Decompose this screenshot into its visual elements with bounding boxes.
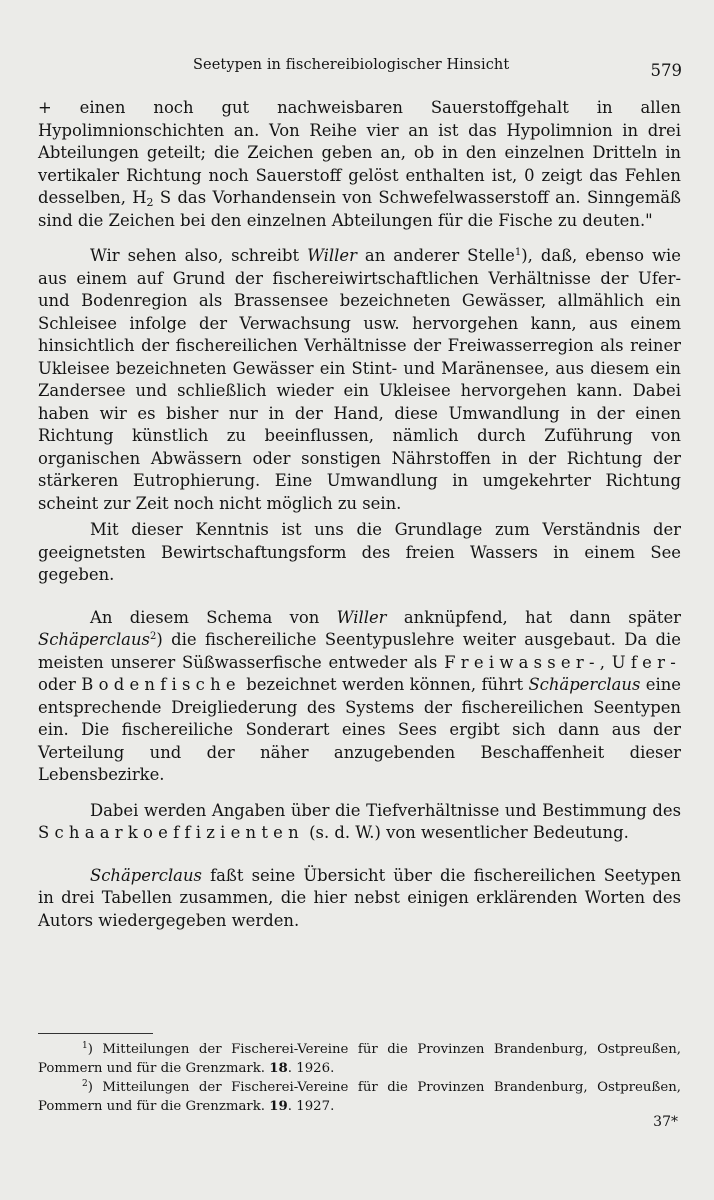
- printer-signature: 37*: [653, 1114, 678, 1130]
- paragraph-6: Schäperclaus faßt seine Übersicht über die fischereilichen Seetypen in drei Tabellen zusammen, die hier nebst einigen erklärenden Worten des Autors wiedergegeben werden.: [38, 865, 681, 930]
- spaced-term: Ufer-: [611, 652, 681, 672]
- subscript: 2: [146, 196, 154, 209]
- paragraph-2: Wir sehen also, schreibt Willer an anderer Stelle$^1$), daß, ebenso wie aus einem auf Grund der fischereiwirtschaftlichen Verhältnisse der Ufer- und Bodenregion als Brassensee bezeichneten Gewässer, allmählich ein Schleisee infolge der Verwachsung usw. hervorgehen kann, aus einem hinsichtlich der fischereilichen Verhältnisse der Freiwasserregion als reiner Ukleisee bezeichneten Gewässer ein Stint- und Maränensee, aus diesem ein Zandersee und schließlich wieder ein Ukleisee hervorgehen kann. Dabei haben wir es bisher nur in der Hand, diese Umwandlung in der einen Richtung künstlich zu beeinflussen, nämlich durch Zuführung von organischen Abwässern oder sonstigen Nährstoffen in der Richtung der stärkeren Eutrophierung. Eine Umwandlung in umgekehrter Richtung scheint zur Zeit noch nicht möglich zu sein.: [38, 246, 681, 513]
- paragraph-1: + einen noch gut nachweisbaren Sauerstoffgehalt in allen Hypolimnionschichten an. Von Reihe vier an ist das Hypolimnion in drei Abteilungen geteilt; die Zeichen geben an, ob in den einzelnen Dritteln in vertikaler Richtung noch Sauerstoff gelöst enthalten ist, 0 zeigt das Fehlen desselben, $H_2$ S das Vorhandensein von Schwefelwasserstoff an. Sinngemäß sind die Zeichen bei den einzelnen Abteilungen für die Fische zu deuten.": [38, 98, 681, 230]
- author-name: Schäperclaus: [528, 675, 641, 694]
- author-name: Schäperclaus: [38, 630, 150, 649]
- page-number: 579: [650, 61, 682, 80]
- author-name: Schäperclaus: [90, 865, 202, 885]
- spaced-term: Bodenfische: [81, 675, 241, 694]
- footnote-divider: [38, 1033, 153, 1034]
- footnote-ref: 1: [514, 247, 522, 258]
- spaced-term: Schaarkoeffizienten: [38, 823, 304, 842]
- author-name: Willer: [336, 607, 387, 627]
- paragraph-3: Mit dieser Kenntnis ist uns die Grundlage zum Verständnis der geeignetsten Bewirtschaftungsform des freien Wassers in einem See gegeben.: [38, 520, 681, 584]
- footnote-1: $^1$) Mitteilungen der Fischerei-Vereine für die Provinzen Brandenburg, Ostpreußen, Pommern und für die Grenzmark. 18. 1926.: [38, 1041, 681, 1076]
- running-head: Seetypen in fischereibiologischer Hinsicht: [193, 57, 510, 73]
- paragraph-5: Dabei werden Angaben über die Tiefverhältnisse und Bestimmung des Schaarkoeffizienten (s. d. W.) von wesentlicher Bedeutung.: [38, 800, 681, 842]
- page-header: [0, 55, 714, 81]
- author-name: Willer: [307, 246, 357, 265]
- spaced-term: Freiwasser-: [444, 652, 600, 672]
- footnotes: [38, 1040, 681, 1116]
- footnote-2: $^2$) Mitteilungen der Fischerei-Vereine für die Provinzen Brandenburg, Ostpreußen, Pommern und für die Grenzmark. 19. 1927.: [38, 1079, 681, 1114]
- paragraph-4: An diesem Schema von Willer anknüpfend, hat dann später Schäperclaus$^2$) die fischereiliche Seentypuslehre weiter ausgebaut. Da die meisten unserer Süßwasserfische entweder als Freiwasser-, Ufer- oder Bodenfische bezeichnet werden können, führt Schäperclaus eine entsprechende Dreigliederung des Systems der fischereilichen Seentypen ein. Die fischereiliche Sonderart eines Sees ergibt sich dann aus der Verteilung und der näher anzugebenden Beschaffenheit dieser Lebensbezirke.: [38, 607, 681, 784]
- body-text: [38, 97, 681, 932]
- footnote-ref: 2: [149, 631, 157, 642]
